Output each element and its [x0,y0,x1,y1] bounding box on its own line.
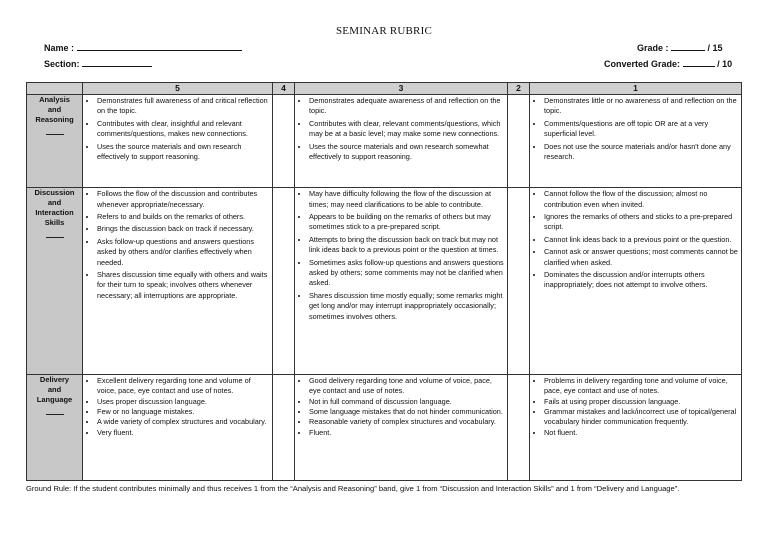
descriptor-3 [295,374,508,480]
descriptor-item: • Cannot follow the flow of the discussion; almost no contribution even when invited. [544,189,739,210]
grade-label: Grade : [637,43,669,53]
descriptor-item: • Ignores the remarks of others and sticks to a pre-prepared script. [544,212,739,233]
descriptor-item: • Demonstrates little or no awareness of and reflection on the topic. [544,96,739,117]
descriptor-item: • Problems in delivery regarding tone and volume of voice, pace, eye contact and use of notes. [544,376,739,397]
descriptor-item: • Shares discussion time equally with others and waits for their turn to speak; involves others whenever necessary; all interruptions are appropriate. [97,270,270,301]
row-analysis-reasoning [27,95,742,188]
score-4-cell [273,95,295,188]
name-blank[interactable] [77,41,242,51]
category-label: Discussion [34,188,75,198]
descriptor-5 [83,374,273,480]
descriptor-item: • Comments/questions are off topic OR are at a very superficial level. [544,119,739,140]
row-delivery-language [27,374,742,480]
descriptor-item: • Appears to be building on the remarks of others but may sometimes stick to a pre-prepared script. [309,212,505,233]
section-field[interactable] [44,57,152,69]
descriptor-item: • Very fluent. [97,428,270,438]
category-label: Analysis [39,95,70,105]
score-4-cell [273,374,295,480]
converted-grade-blank[interactable] [683,57,715,67]
descriptor-item: • Excellent delivery regarding tone and volume of voice, pace, eye contact and use of notes. [97,376,270,397]
page-title: SEMINAR RUBRIC [335,25,432,37]
row-discussion-interaction [27,188,742,374]
converted-grade-label: Converted Grade: [604,59,681,69]
descriptor-item: • Demonstrates full awareness of and critical reflection on the topic. [97,96,270,117]
grade-total: / 15 [707,43,723,53]
descriptor-item: • Good delivery regarding tone and volume of voice, pace, eye contact and use of notes. [309,376,505,397]
score-blank[interactable] [46,237,64,238]
descriptor-item: • Grammar mistakes and lack/incorrect use of topical/general vocabulary hinder communication frequently. [544,407,739,428]
descriptor-item: • Refers to and builds on the remarks of others. [97,212,270,222]
descriptor-item: • Not fluent. [544,428,739,438]
category-discussion-interaction [27,188,83,374]
score-2-cell [508,374,530,480]
section-blank[interactable] [82,57,152,67]
descriptor-item: • Demonstrates adequate awareness of and reflection on the topic. [309,96,505,117]
name-field[interactable] [44,41,242,53]
descriptor-1 [530,374,742,480]
score-4-cell [273,188,295,374]
category-label: Interaction [35,208,74,218]
category-label: and [47,105,62,115]
header-row [27,83,742,95]
descriptor-item: • Asks follow-up questions and answers questions asked by others and/or clarifies effectively when needed. [97,237,270,268]
descriptor-item: • May have difficulty following the flow of the discussion at times; may need clarifications to be able to contribute. [309,189,505,210]
ground-rule-note: Ground Rule: If the student contributes minimally and thus receives 1 from the “Analysis and Reasoning” band, give 1 from “Discussion and Interaction Skills” and 1 from “Delivery and Language”. [26,484,680,493]
descriptor-item: • Dominates the discussion and/or interrupts others inappropriately; does not attempt to involve others. [544,270,739,291]
descriptor-item: • Contributes with clear, relevant comments/questions, which may be at a basic level; may make some new connections. [309,119,505,140]
descriptor-item: • Few or no language mistakes. [97,407,270,417]
rubric-table [26,82,742,481]
descriptor-1 [530,95,742,188]
descriptor-item: • Uses the source materials and own research effectively to support reasoning. [97,142,270,163]
descriptor-item: • Follows the flow of the discussion and contributes whenever appropriate/necessary. [97,189,270,210]
descriptor-item: • Cannot ask or answer questions; most comments cannot be clarified when asked. [544,247,739,268]
score-2-header: 2 [508,83,530,95]
descriptor-item: • Attempts to bring the discussion back on track but may not link ideas back to a previous point or the question at times. [309,235,505,256]
descriptor-item: • Uses the source materials and own research somewhat effectively to support reasoning. [309,142,505,163]
name-label: Name : [44,43,75,53]
grade-blank[interactable] [671,41,705,51]
descriptor-item: • Brings the discussion back on track if necessary. [97,224,270,234]
descriptor-1 [530,188,742,374]
descriptor-item: • Does not use the source materials and/or hasn't done any research. [544,142,739,163]
descriptor-item: • Reasonable variety of complex structures and vocabulary. [309,417,505,427]
category-label: and [47,384,62,394]
descriptor-3 [295,188,508,374]
descriptor-item: • Not in full command of discussion language. [309,397,505,407]
descriptor-5 [83,188,273,374]
score-blank[interactable] [46,414,64,415]
descriptor-item: • Uses proper discussion language. [97,397,270,407]
descriptor-item: • Contributes with clear, insightful and relevant comments/questions, makes new connections. [97,119,270,140]
converted-grade-total: / 10 [717,59,733,69]
grade-field[interactable] [637,41,723,53]
descriptor-item: • Some language mistakes that do not hinder communication. [309,407,505,417]
score-1-header: 1 [530,83,742,95]
category-label: and [47,198,62,208]
score-2-cell [508,95,530,188]
converted-grade-field[interactable] [604,57,732,69]
descriptor-item: • A wide variety of complex structures and vocabulary. [97,417,270,427]
score-2-cell [508,188,530,374]
score-blank[interactable] [46,134,64,135]
score-3-header: 3 [295,83,508,95]
descriptor-5 [83,95,273,188]
descriptor-3 [295,95,508,188]
descriptor-item: • Fluent. [309,428,505,438]
descriptor-item: • Fails at using proper discussion language. [544,397,739,407]
category-label: Reasoning [35,115,74,125]
category-label: Language [36,394,73,404]
descriptor-item: • Shares discussion time mostly equally; some remarks might get long and/or may interrupt inappropriately occasionally; sometimes involves others. [309,291,505,322]
corner-cell [27,83,83,95]
section-label: Section: [44,59,80,69]
score-4-header: 4 [273,83,295,95]
category-delivery-language [27,374,83,480]
category-label: Skills [44,218,65,228]
category-analysis-reasoning [27,95,83,188]
descriptor-item: • Cannot link ideas back to a previous point or the question. [544,235,739,245]
score-5-header: 5 [83,83,273,95]
category-label: Delivery [39,374,70,384]
descriptor-item: • Sometimes asks follow-up questions and answers questions asked by others; some comments may not be clarified when asked. [309,258,505,289]
